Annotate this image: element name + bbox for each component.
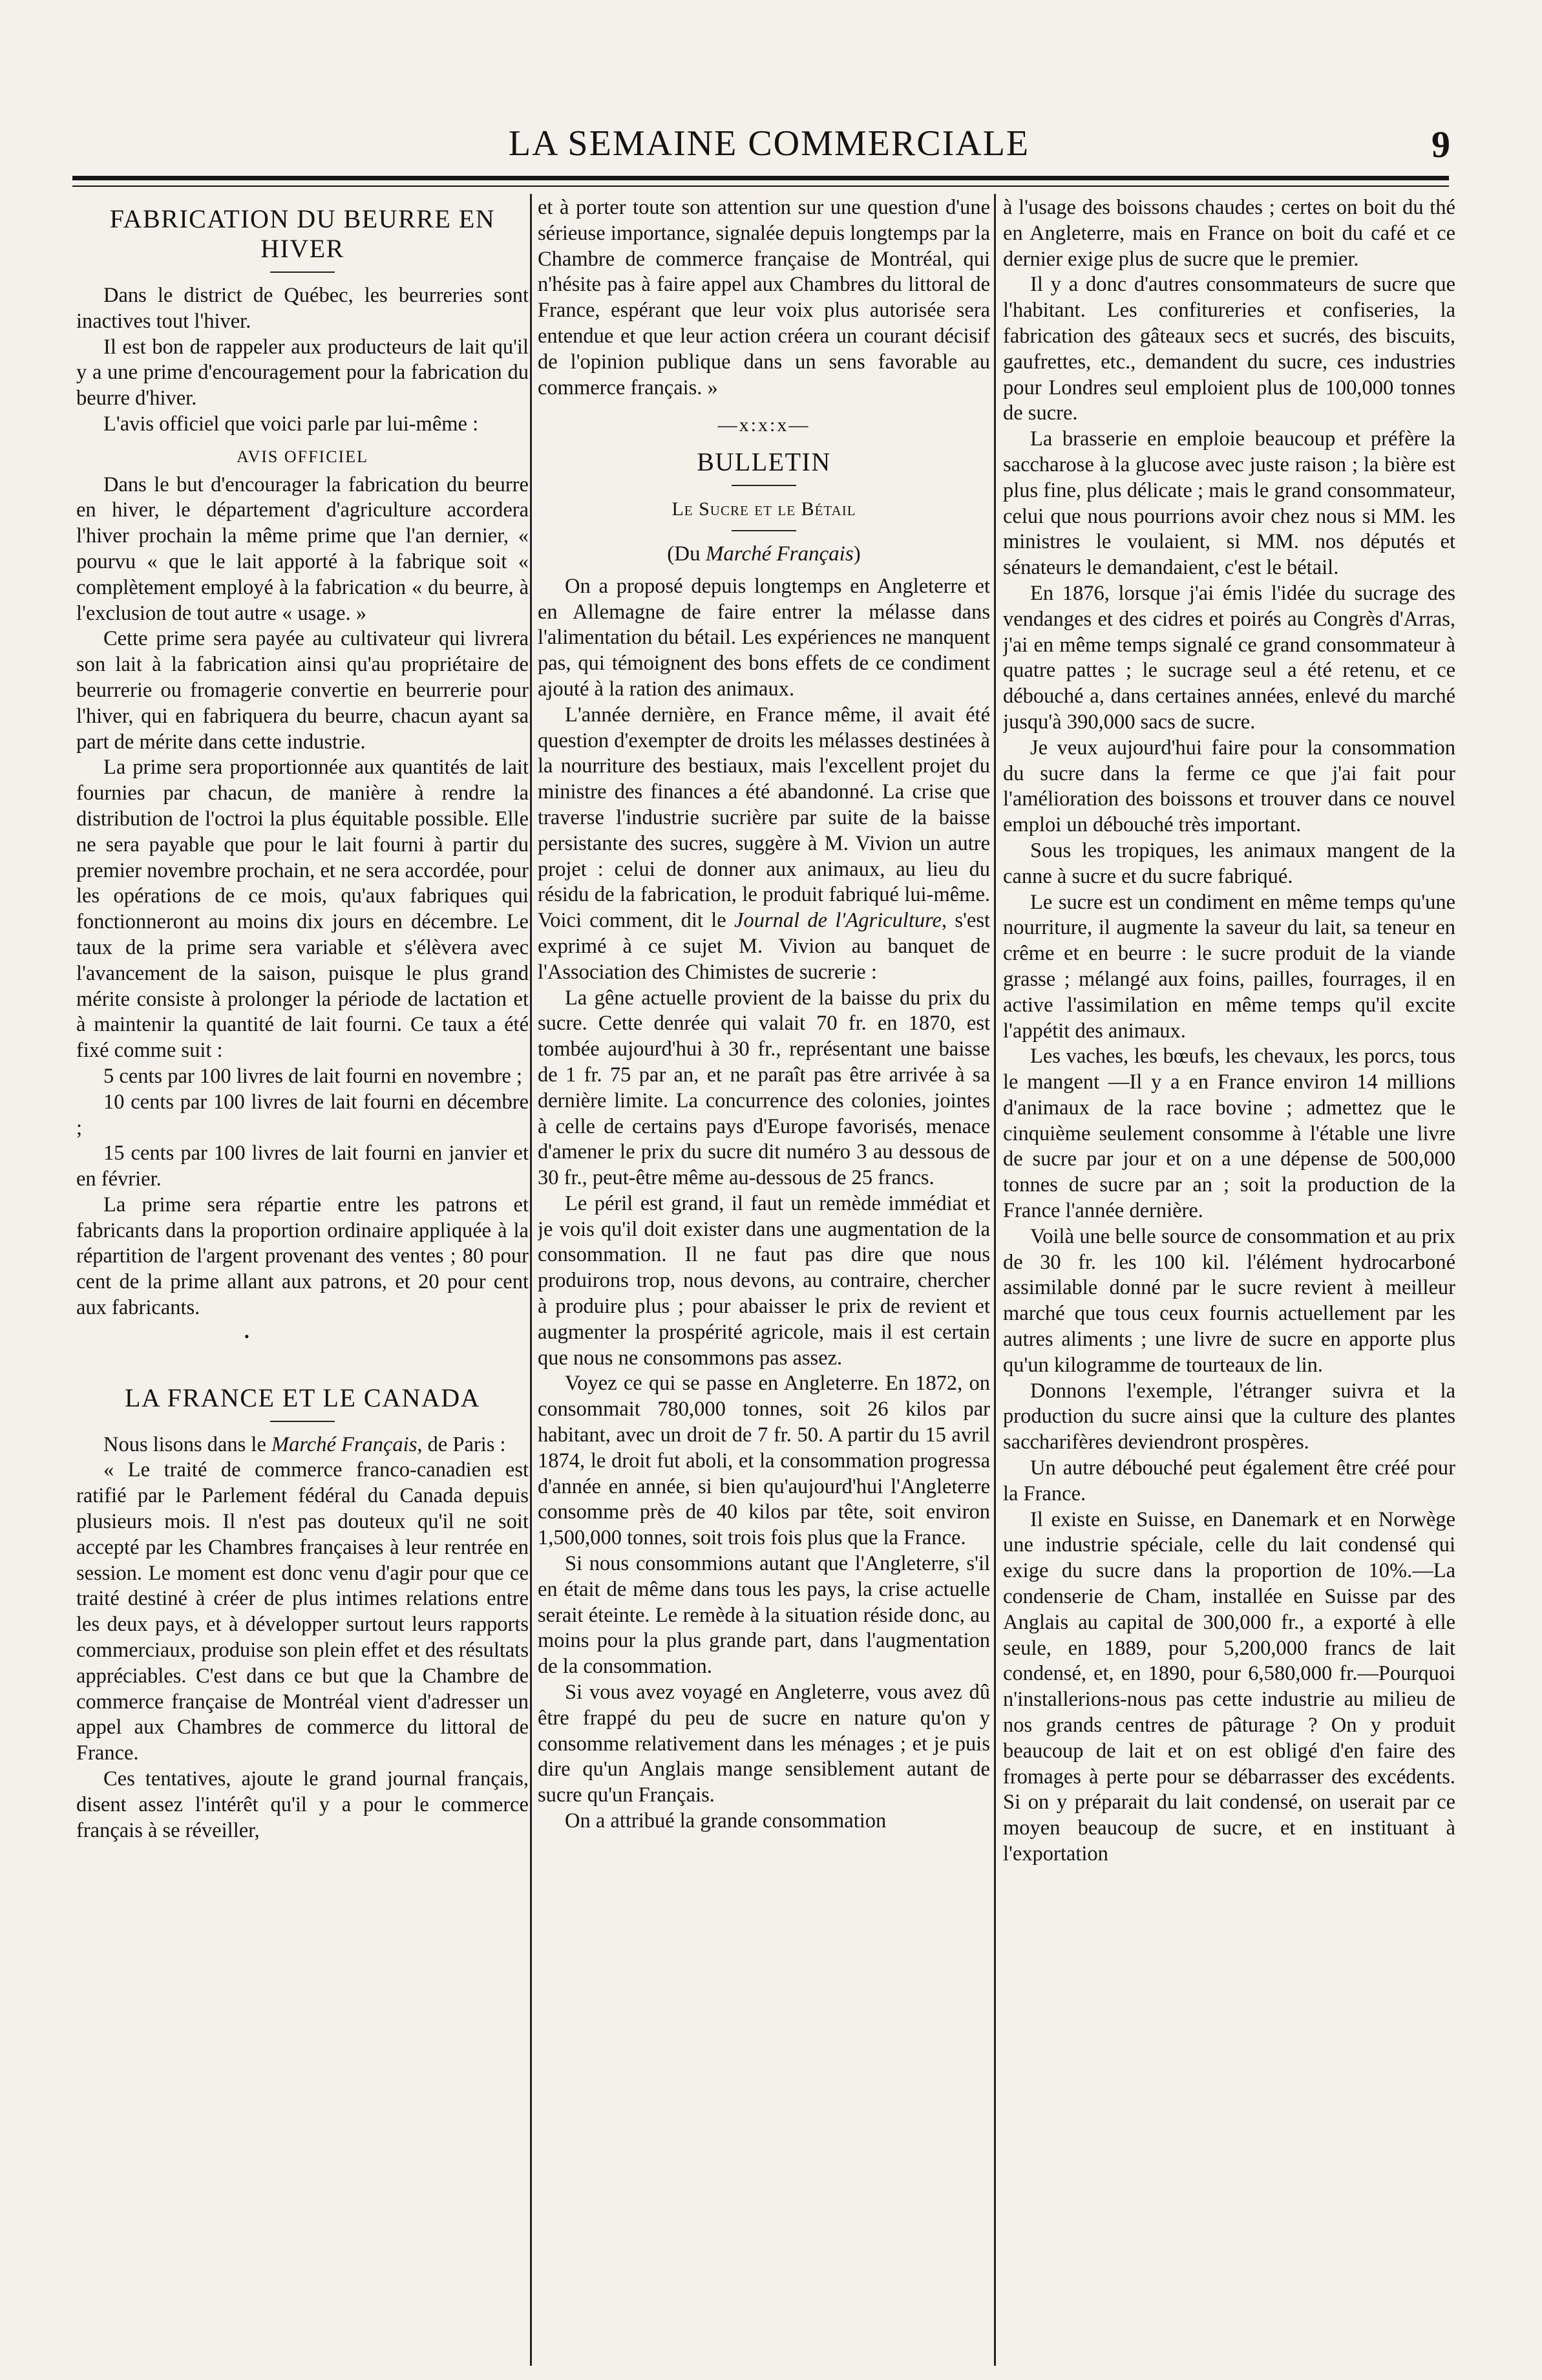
paragraph: Il existe en Suisse, en Danemark et en Norwège une industrie spéciale, celle du lait condensé qui exige du sucre dans la proportion de 10%.—La condenserie de Cham, installée en Suisse par des Anglais au capital de 300,000 fr., a exporté à elle seule, en 1889, pour 5,200,000 francs de lait condensé, et, en 1890, pour 6,580,000 fr.—Pourquoi n'installerions-nous pas cette industrie au milieu de nos grands centres de pâturage ? On y produit beaucoup de lait et on est obligé d'en faire des fromages à perte pour se débarrasser des excédents. Si on y préparait du lait condensé, on userait par ce moyen beaucoup de sucre, et en instituant à l'exportation [1003,1507,1455,1865]
paragraph: Dans le district de Québec, les beurreries sont inactives tout l'hiver. [76,284,529,333]
paragraph: Si nous consommions autant que l'Angleterre, s'il en était de même dans tous les pays, la crise actuelle serait éteinte. Le remède à la situation réside donc, au moins pour la plus grande part, dans l'augmentation de la consommation. [538,1552,990,1679]
paragraph: 5 cents par 100 livres de lait fourni en novembre ; [103,1064,523,1088]
paragraph: Dans le but d'encourager la fabrication du beurre en hiver, le département d'agriculture accordera l'hiver prochain la même prime que l'an dernier, « pourvu « que le lait apporté à la fabrique soit « complètement employé à la fabrication « du beurre, à l'exclusion de tout autre « usage. » [76,473,529,625]
paragraph: Ces tentatives, ajoute le grand journal français, disent assez l'intérêt qu'il y a pour le commerce français à se réveiller, [76,1767,529,1842]
paragraph: Un autre débouché peut également être créé pour la France. [1003,1456,1455,1505]
separator [270,271,335,273]
paragraph: La gêne actuelle provient de la baisse du prix du sucre. Cette denrée qui valait 70 fr. en 1870, est tombée aujourd'hui à 30 fr., représentant une baisse de 1 fr. 75 par an, et ne paraît pas être arrivée à sa dernière limite. La concurrence des colonies, jointes à celle de certains pays d'Europe favorisés, menace d'amener le prix du sucre dit numéro 3 au dessous de 30 fr., peut-être même au-dessous de 25 francs. [538,986,990,1190]
paragraph: Sous les tropiques, les animaux mangent de la canne à sucre et du sucre fabriqué. [1003,838,1455,888]
paragraph: Voilà une belle source de consommation et au prix de 30 fr. les 100 kil. l'élément hydrocarboné assimilable donné par le sucre revient à meilleur marché que tous ceux fournis actuellement par les autres aliments ; une livre de sucre en apporte plus qu'un kilogramme de tourteaux de lin. [1003,1224,1455,1377]
paragraph: Si vous avez voyagé en Angleterre, vous avez dû être frappé du peu de sucre en nature qu'on y consomme relativement dans les ménages ; et je puis dire qu'un Anglais mange sensiblement autant de sucre qu'un Français. [538,1681,990,1807]
avis-heading: AVIS OFFICIEL [237,447,368,466]
column-3 [1003,195,1455,2364]
paragraph: La prime sera répartie entre les patrons et fabricants dans la proportion ordinaire appliquée à la répartition de l'argent provenant des ventes ; 80 pour cent de la prime allant aux patrons, et 20 pour cent aux fabricants. [76,1193,529,1320]
paragraph: On a proposé depuis longtemps en Angleterre et en Allemagne de faire entrer la mélasse dans l'alimentation du bétail. Les expériences ne manquent pas, qui témoignent des bons effets de ce condiment ajouté à la ration des animaux. [538,574,990,701]
paragraph: L'avis officiel que voici parle par lui-même : [103,412,479,436]
separator [732,530,796,531]
newspaper-title: LA SEMAINE COMMERCIALE [508,123,1030,164]
page-number: 9 [1431,123,1450,165]
column-divider [994,194,996,2366]
paragraph: 10 cents par 100 livres de lait fourni en décembre ; [76,1090,529,1140]
paragraph: La brasserie en emploie beaucoup et préfère la saccharose à la glucose avec juste raison ; la bière est plus fine, plus délicate ; mais le grand consommateur, celui que nous pourrions avoir chez nous si MM. les ministres le voulaient, si MM. nos députés et sénateurs le demandaient, c'est le bétail. [1003,427,1455,580]
paragraph: Le sucre est un condiment en même temps qu'une nourriture, il augmente la saveur du lait, sa teneur en crême et en beurre : le sucre produit de la viande grasse ; mélangé aux foins, pailles, fourrages, il en active l'assimilation en même temps qu'il excite l'appétit des animaux. [1003,890,1455,1043]
bulletin-subheading: Le Sucre et le Bétail [671,498,856,520]
paragraph: Cette prime sera payée au cultivateur qui livrera son lait à la fabrication ainsi qu'au propriétaire de beurrerie ou fromagerie convertie en beurrerie pour l'hiver, qui en fabriquera du beurre, chacun ayant sa part de mérite dans cette industrie. [76,627,529,754]
paragraph: à l'usage des boissons chaudes ; certes on boit du thé en Angleterre, mais en France on boit du café et ce dernier exige plus de sucre que le premier. [1003,196,1455,271]
bulletin-source: (Du Marché Français) [667,542,861,566]
paragraph: L'année dernière, en France même, il avait été question d'exempter de droits les mélasses destinées à la nourriture des bestiaux, mais l'excellent projet du ministre des finances a été abandonné. La crise que traverse l'industrie sucrière par suite de la baisse persistante des sucres, suggère à M. Vivion un autre projet : celui de donner aux animaux, au lieu du résidu de la fabrication, le produit fabriqué lui-même. Voici comment, dit le Journal de l'Agriculture, s'est exprimé à ce sujet M. Vivion au banquet de l'Association des Chimistes de sucrerie : [538,703,990,984]
paragraph: En 1876, lorsque j'ai émis l'idée du sucrage des vendanges et des cidres et poirés au Congrès d'Arras, j'ai en même temps signalé ce grand consommateur à quatre pattes ; le sucrage seul a été retenu, et ce débouché a, dans certaines années, enlevé du marché jusqu'à 390,000 sacs de sucre. [1003,581,1455,734]
page-header [0,0,1542,194]
paragraph: Il y a donc d'autres consommateurs de sucre que l'habitant. Les confitureries et confiseries, la fabrication des gâteaux secs et sucrés, des biscuits, gaufrettes, etc., demandent du sucre, ces industries pour Londres seul emploient plus de 100,000 tonnes de sucre. [1003,273,1455,425]
paragraph: Donnons l'exemple, l'étranger suivra et la production du sucre ainsi que la culture des plantes saccharifères deviendront prospères. [1003,1379,1455,1454]
paragraph: Nous lisons dans le Marché Français, de Paris : [103,1432,506,1456]
separator [732,485,796,486]
bulletin-heading: BULLETIN [697,447,831,477]
article-heading-france-canada: LA FRANCE ET LE CANADA [124,1383,481,1412]
paragraph: On a attribué la grande consommation [565,1809,887,1833]
article-heading-beurre: FABRICATION DU BEURRE EN HIVER [109,204,496,263]
paragraph: Je veux aujourd'hui faire pour la consommation du sucre dans la ferme ce que j'ai fait pour l'amélioration des boissons et trouver dans ce nouvel emploi un débouché très important. [1003,736,1455,837]
separator [270,1421,335,1422]
column-2 [538,195,990,2364]
paragraph: Le péril est grand, il faut un remède immédiat et je vois qu'il doit exister dans une augmentation de la consommation. Il ne faut pas dire que nous produirons trop, nous devons, au contraire, chercher à produire plus ; pour abaisser le prix de revient et augmenter la prospérité agricole, mais il est certain que nous ne consommons pas assez. [538,1191,990,1370]
paragraph: et à porter toute son attention sur une question d'une sérieuse importance, signalée depuis longtemps par la Chambre de commerce française de Montréal, qui n'hésite pas à faire appel aux Chambres du littoral de France, espérant que leur voix plus autorisée sera entendue et que leur action créera un courant décisif de l'opinion publique dans un sens favorable au commerce français. » [538,196,990,399]
paragraph: « Le traité de commerce franco-canadien est ratifié par le Parlement fédéral du Canada depuis plusieurs mois. Il n'est pas douteux qu'il ne soit accepté par les Chambres françaises à leur rentrée en session. Le moment est donc venu d'agir pour que ce traité destiné à créer de plus intimes relations entre les deux pays, et à développer surtout leurs rapports commerciaux, produise son plein effet et des résultats appréciables. C'est dans ce but que la Chambre de commerce française de Montréal vient d'adresser un appel aux Chambres de commerce du littoral de France. [76,1458,529,1765]
paragraph: 15 cents par 100 livres de lait fourni en janvier et en février. [76,1142,529,1191]
paragraph: Il est bon de rappeler aux producteurs de lait qu'il y a une prime d'encouragement pour la fabrication du beurre d'hiver. [76,335,529,410]
source-title: Marché Français [271,1432,417,1456]
paragraph: Les vaches, les bœufs, les chevaux, les porcs, tous le mangent —Il y a en France environ 14 millions d'animaux de la race bovine ; admettez que le cinquième seulement consomme à l'étable une livre de sucre par jour et on a une dépense de 500,000 tonnes de sucre par an ; soit la production de la France l'année dernière. [1003,1045,1455,1223]
column-divider [530,194,532,2366]
section-separator: —x:x:x— [717,414,810,436]
header-rule-thin [72,186,1449,187]
header-rule-thick [72,176,1449,180]
paragraph: Voyez ce qui se passe en Angleterre. En 1872, on consommait 780,000 tonnes, soit 26 kilos par habitant, avec un droit de 7 fr. 50. A partir du 15 avril 1874, le droit fut aboli, et la consommation progressa d'année en année, si bien qu'aujourd'hui l'Angleterre consomme près de 40 kilos par tête, soit environ 1,500,000 tonnes, soit trois fois plus que la France. [538,1372,990,1550]
paragraph: La prime sera proportionnée aux quantités de lait fournies par chacun, de manière à rendre la distribution de l'octroi la plus équitable possible. Elle ne sera payable que pour le lait fourni à partir du premier novembre prochain, et ne sera accordée, pour les opérations de ce mois, qu'aux fabriques qui fonctionneront au moins dix jours en décembre. Le taux de la prime sera variable et s'élèvera avec l'avancement de la saison, puisque le plus grand mérite consiste à prolonger la période de lactation et à maintenir la quantité de lait fourni. Ce taux a été fixé comme suit : [76,756,529,1063]
source-title: Journal de l'Agriculture [734,909,942,933]
column-1 [76,195,529,2364]
bullet-mark: • [244,1328,249,1344]
